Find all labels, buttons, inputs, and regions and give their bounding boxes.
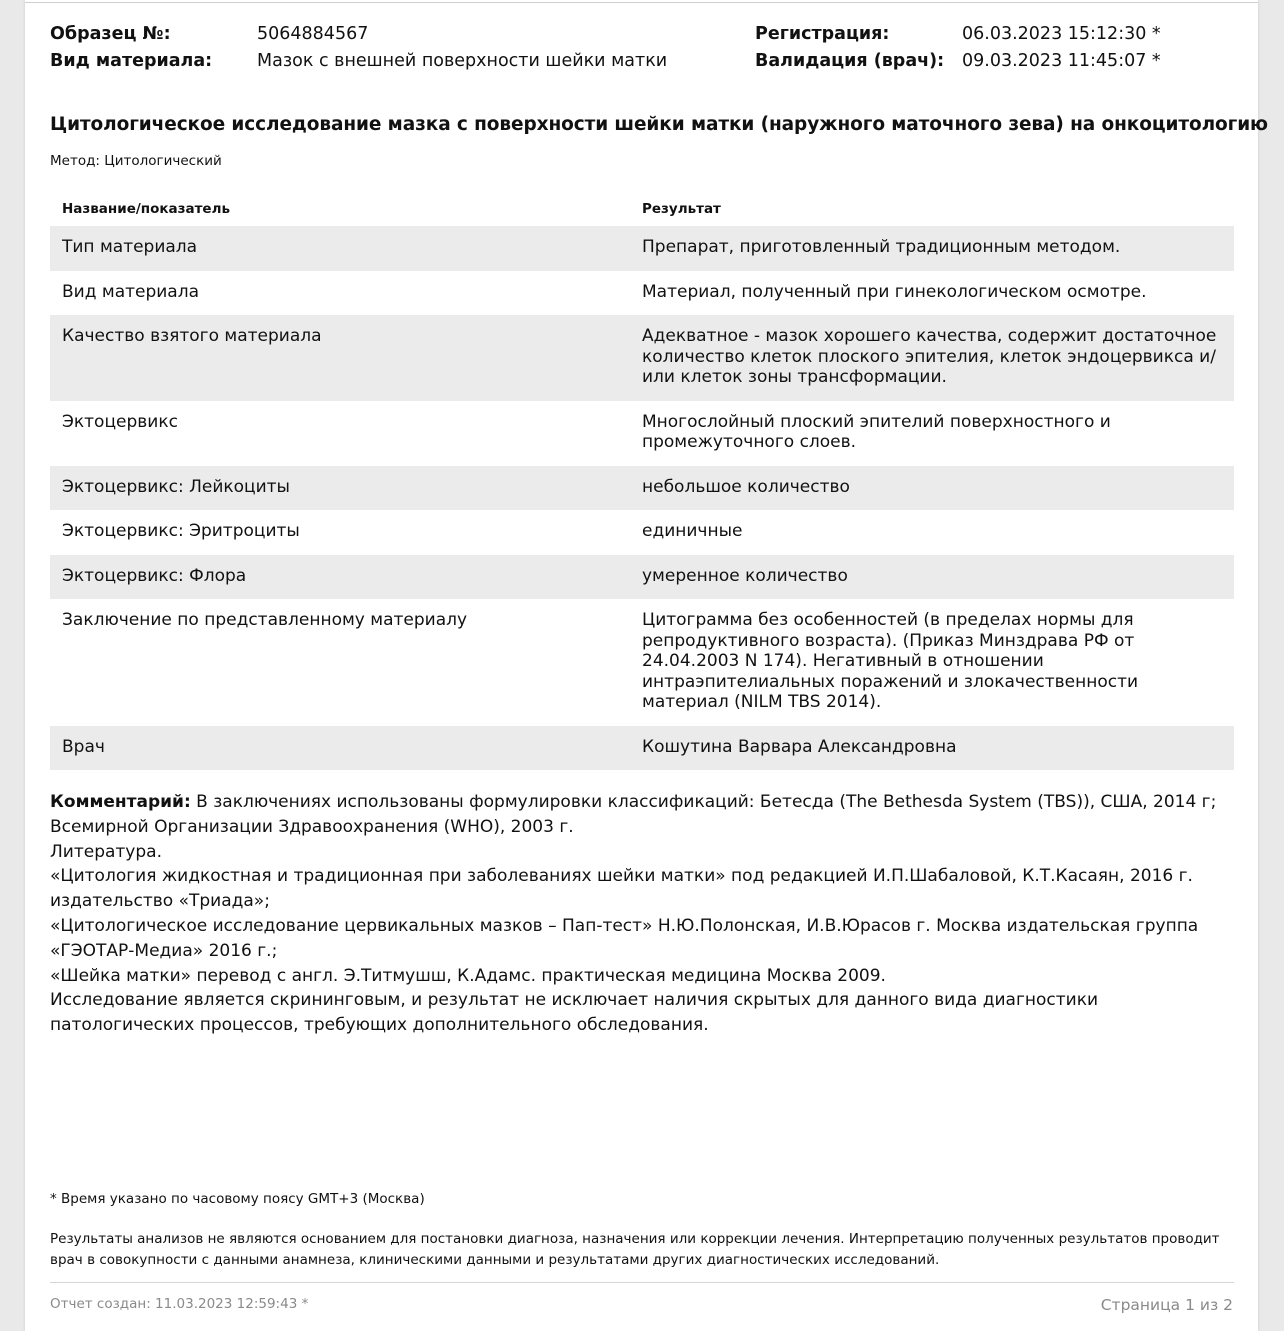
- sample-number-value: 5064884567: [257, 24, 369, 44]
- row-result: единичные: [642, 521, 743, 541]
- row-result: Многослойный плоский эпителий поверхностного и промежуточного слоев.: [642, 411, 1111, 452]
- row-name: Эктоцервикс: Эритроциты: [62, 521, 300, 541]
- literature-item: «Цитология жидкостная и традиционная при заболеваниях шейки матки» под редакцией И.П.Шабаловой, К.Т.Касаян, 2016 г. издательство «Триада»;: [50, 866, 1193, 912]
- comment-paragraph: [50, 790, 1235, 840]
- table-row: [50, 726, 1234, 771]
- row-name: Заключение по представленному материалу: [62, 610, 468, 630]
- timezone-note: * Время указано по часовому поясу GMT+3 (Москва): [50, 1191, 425, 1207]
- row-name: Качество взятого материала: [62, 326, 322, 346]
- sample-info: [50, 21, 668, 75]
- row-name: Врач: [62, 736, 105, 757]
- literature-item: «Цитологическое исследование цервикальных мазков – Пап-тест» Н.Ю.Полонская, И.В.Юрасов г. Москва издательская группа «ГЭОТАР-Медиа» 2016 г.;: [50, 915, 1199, 961]
- screening-note: Исследование является скрининговым, и результат не исключает наличия скрытых для данного вида диагностики патологических процессов, требующих дополнительного обследования.: [50, 990, 1099, 1036]
- row-result: Препарат, приготовленный традиционным методом.: [642, 237, 1121, 257]
- comment-block: [50, 790, 1235, 1038]
- table-header: [50, 192, 1234, 226]
- table-row: [50, 315, 1234, 401]
- header-result: Результат: [642, 201, 721, 217]
- literature-heading: Литература.: [50, 841, 162, 862]
- comment-text: В заключениях использованы формулировки классификаций: Бетесда (The Bethesda System (TBS)), США, 2014 г; Всемирной Организации Здравоохранения (WHO), 2003 г.: [50, 792, 1217, 837]
- table-row: [50, 226, 1234, 271]
- page-number: Страница 1 из 2: [1100, 1296, 1233, 1314]
- table-row: [50, 466, 1234, 511]
- row-result: Кошутина Варвара Александровна: [642, 736, 957, 757]
- row-name: Вид материала: [62, 281, 200, 302]
- material-type-label: Вид материала:: [50, 51, 213, 71]
- study-title: Цитологическое исследование мазка с поверхности шейки матки (наружного маточного зева) на онкоцитологию: [50, 114, 1268, 135]
- table-row: [50, 555, 1234, 600]
- table-row: [50, 271, 1234, 316]
- report-page: [25, 0, 1268, 1331]
- row-name: Эктоцервикс: Флора: [62, 565, 247, 586]
- footer-divider: [50, 1282, 1234, 1283]
- row-name: Эктоцервикс: Лейкоциты: [62, 476, 290, 497]
- material-type-value: Мазок с внешней поверхности шейки матки: [257, 51, 668, 71]
- dates-info: [755, 21, 1161, 75]
- comment-label: Комментарий:: [50, 792, 191, 812]
- row-result: Материал, полученный при гинекологическом осмотре.: [642, 281, 1147, 302]
- registration-value: 06.03.2023 15:12:30 *: [962, 24, 1161, 44]
- row-result: Цитограмма без особенностей (в пределах нормы для репродуктивного возраста). (Приказ Минздрава РФ от 24.04.2003 N 174). Негативный в отношении интраэпителиальных поражений и злокачественности материал (NILM TBS 2014).: [642, 610, 1139, 712]
- row-name: Эктоцервикс: [62, 411, 178, 432]
- literature-item: «Шейка матки» перевод с англ. Э.Титмушш, К.Адамс. практическая медицина Москва 2009.: [50, 965, 886, 986]
- row-name: Тип материала: [62, 237, 198, 257]
- row-result: Адекватное - мазок хорошего качества, содержит достаточное количество клеток плоского эпителия, клеток эндоцервикса и/или клеток зоны трансформации.: [642, 326, 1217, 387]
- top-divider: [25, 2, 1258, 3]
- table-row: [50, 599, 1234, 726]
- row-result: небольшое количество: [642, 476, 850, 497]
- table-row: [50, 510, 1234, 555]
- disclaimer: Результаты анализов не являются основанием для постановки диагноза, назначения или коррекции лечения. Интерпретацию полученных результатов проводит врач в совокупности с данными анамнеза, клиническими данными и результатами других диагностических исследований.: [50, 1231, 1220, 1268]
- validation-value: 09.03.2023 11:45:07 *: [962, 51, 1161, 71]
- report-created: Отчет создан: 11.03.2023 12:59:43 *: [50, 1296, 309, 1312]
- study-method: Метод: Цитологический: [50, 153, 222, 169]
- results-table: [50, 192, 1234, 770]
- table-row: [50, 401, 1234, 466]
- validation-label: Валидация (врач):: [755, 51, 945, 71]
- header-name: Название/показатель: [62, 201, 231, 217]
- sample-number-label: Образец №:: [50, 24, 171, 44]
- row-result: умеренное количество: [642, 565, 848, 586]
- registration-label: Регистрация:: [755, 24, 890, 44]
